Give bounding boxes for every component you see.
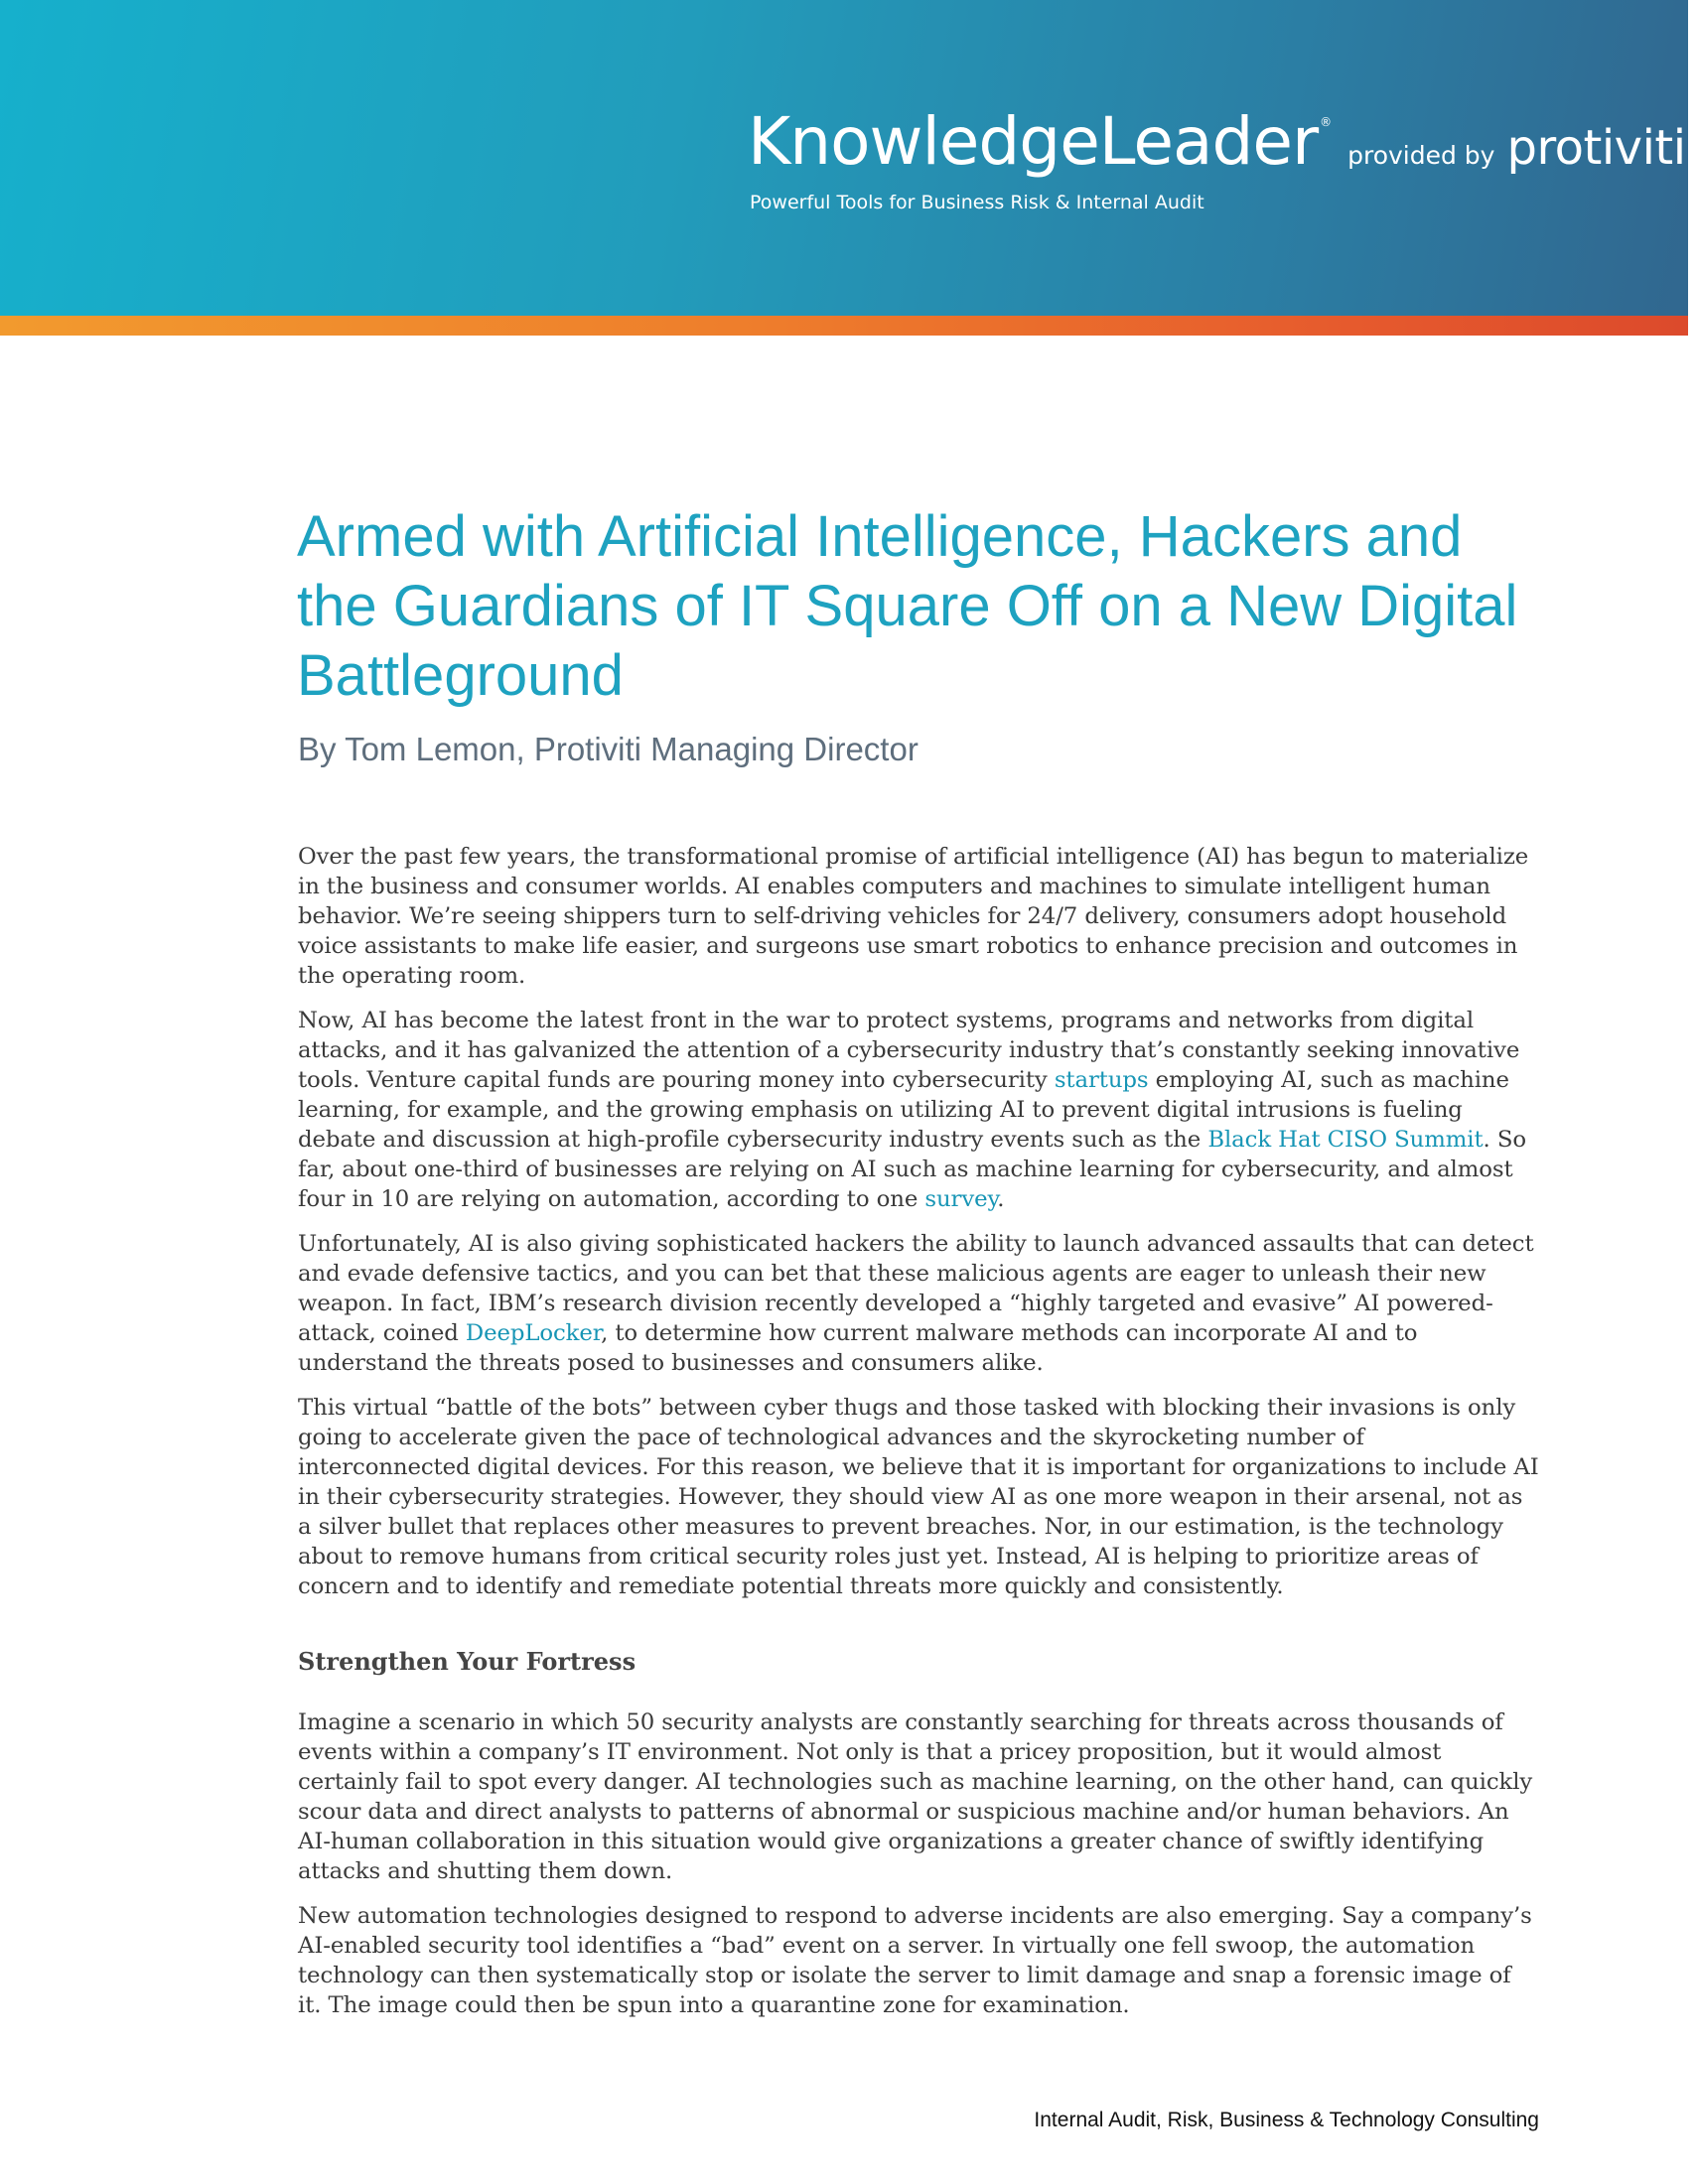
paragraph — [298, 1229, 1539, 1378]
paragraph-text: , to determine how current malware methods can incorporate AI and to understand the threats posed to businesses and consumers alike. — [298, 1320, 1418, 1376]
paragraph-text: Unfortunately, AI is also giving sophisticated hackers the ability to launch advanced assaults that can detect and evade defensive tactics, and you can bet that these malicious agents are eager to unleash their new weapon. In fact, IBM’s research division recently developed a “highly targeted and evasive” AI powered-attack, coined — [298, 1231, 1534, 1346]
section-heading: Strengthen Your Fortress — [298, 1647, 637, 1676]
paragraph: New automation technologies designed to respond to adverse incidents are also emerging. Say a company’s AI-enabled security tool identifies a “bad” event on a server. In virtually one fell swoop, the automation technology can then systematically stop or isolate the server to limit damage and snap a forensic image of it. The image could then be spun into a quarantine zone for examination. — [298, 1903, 1532, 2018]
deeplocker-link[interactable]: DeepLocker — [465, 1320, 602, 1346]
article-title: Armed with Artificial Intelligence, Hackers and the Guardians of IT Square Off on a New Digital Battleground — [297, 504, 1518, 708]
paragraph-text: . So far, about one-third of businesses are relying on AI such as machine learning for cybersecurity, and almost four in 10 are relying on automation, according to one — [298, 1127, 1526, 1212]
brand-logo — [748, 103, 1698, 213]
footer-text: Internal Audit, Risk, Business & Technology Consulting — [1034, 2109, 1539, 2131]
provided-by-text: provided by — [1347, 141, 1495, 170]
brand-tagline: Powerful Tools for Business Risk & Internal Audit — [750, 192, 1204, 213]
startups-link[interactable]: startups — [1054, 1067, 1149, 1093]
paragraph: This virtual “battle of the bots” between cyber thugs and those tasked with blocking their invasions is only going to accelerate given the pace of technological advances and the skyrocketing number of interconnected digital devices. For this reason, we believe that it is important for organizations to include AI in their cybersecurity strategies. However, they should view AI as one more weapon in their arsenal, not as a silver bullet that replaces other measures to prevent breaches. Nor, in our estimation, is the technology about to remove humans from critical security roles just yet. Instead, AI is helping to prioritize areas of concern and to identify and remediate potential threats more quickly and consistently. — [298, 1395, 1539, 1599]
survey-link[interactable]: survey — [924, 1186, 998, 1212]
company-name: protiviti — [1506, 120, 1686, 176]
registered-mark: ® — [1320, 115, 1333, 129]
paragraph: Imagine a scenario in which 50 security analysts are constantly searching for threats across thousands of events within a company’s IT environment. Not only is that a pricey proposition, but it would almost certainly fail to spot every danger. AI technologies such as machine learning, on the other hand, can quickly scour data and direct analysts to patterns of abnormal or suspicious machine and/or human behaviors. An AI-human collaboration in this situation would give organizations a greater chance of swiftly identifying attacks and shutting them down. — [298, 1709, 1533, 1884]
article-body — [298, 842, 1539, 2035]
article-byline: By Tom Lemon, Protiviti Managing Director — [298, 731, 919, 767]
header-accent-stripe — [0, 316, 1688, 336]
paragraph: Over the past few years, the transformational promise of artificial intelligence (AI) has begun to materialize in the business and consumer worlds. AI enables computers and machines to simulate intelligent human behavior. We’re seeing shippers turn to self-driving vehicles for 24/7 delivery, consumers adopt household voice assistants to make life easier, and surgeons use smart robotics to enhance precision and outcomes in the operating room. — [298, 844, 1529, 989]
paragraph-text: Now, AI has become the latest front in the war to protect systems, programs and networks from digital attacks, and it has galvanized the attention of a cybersecurity industry that’s constantly seeking innovative tools. Venture capital funds are pouring money into cybersecurity — [298, 1008, 1520, 1093]
black-hat-ciso-summit-link[interactable]: Black Hat CISO Summit — [1207, 1127, 1484, 1153]
paragraph — [298, 1006, 1539, 1214]
paragraph-text: employing AI, such as machine learning, for example, and the growing emphasis on utilizing AI to prevent digital intrusions is fueling debate and discussion at high-profile cybersecurity industry events such as the — [298, 1067, 1509, 1153]
paragraph-text: . — [997, 1186, 1005, 1212]
company-registered-mark: ® — [1686, 126, 1698, 139]
brand-name: KnowledgeLeader — [748, 103, 1319, 180]
